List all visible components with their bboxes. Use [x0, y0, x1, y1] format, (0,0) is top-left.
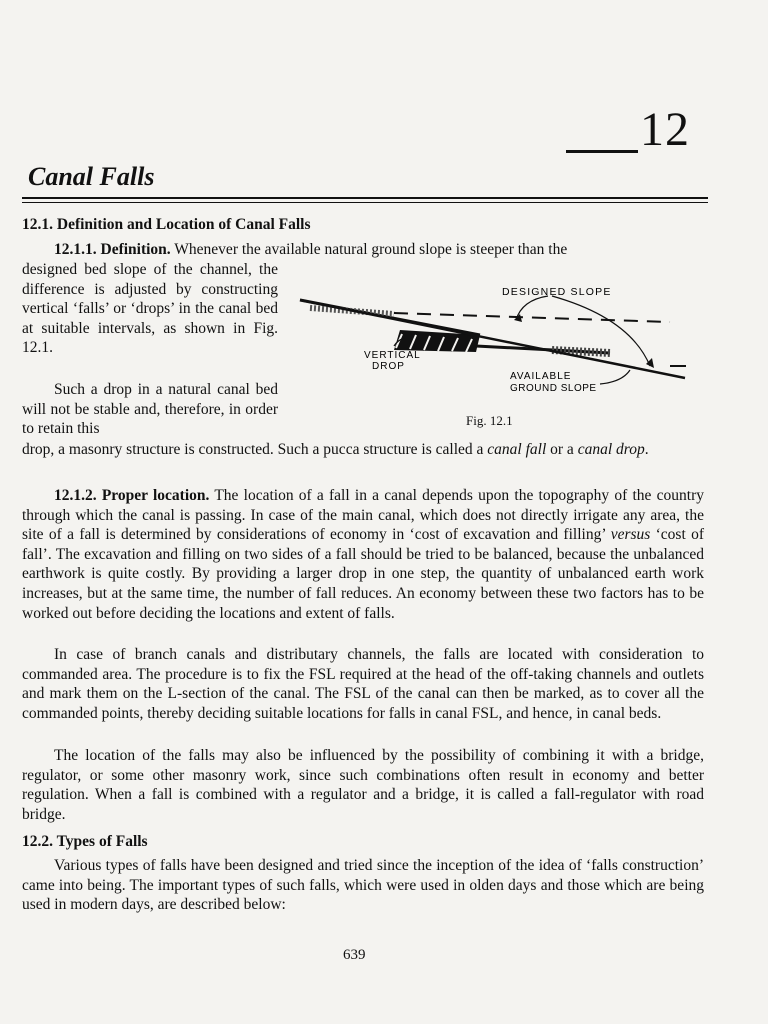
- canal-fall-term: canal fall: [487, 441, 547, 458]
- drop-text-or: or a: [550, 441, 574, 458]
- chapter-number: 12: [640, 103, 690, 156]
- drop-text-end: .: [644, 441, 649, 458]
- section-heading-12-2: 12.2. Types of Falls: [22, 833, 148, 850]
- available-leader: [600, 370, 630, 384]
- chapter-number-dash: [566, 150, 638, 153]
- types-paragraph: Various types of falls have been designed and tried since the inception of the idea of ‘falls construction’ came into being. The important types of such falls, which were used in olden days and those which are being used in modern days, are described below:: [22, 857, 704, 914]
- drop-wrap-text: Such a drop in a natural canal bed will not be stable and, therefore, in order to retain this: [22, 381, 278, 438]
- drop-text-before: drop, a masonry structure is constructed. Such a pucca structure is called a: [22, 441, 484, 458]
- ground-slope-line: [300, 300, 685, 378]
- title-rule-thick: [22, 197, 708, 199]
- figure-caption: Fig. 12.1: [466, 413, 513, 428]
- section-heading-12-1: 12.1. Definition and Location of Canal Falls: [22, 216, 311, 233]
- location-text-1: The location of a fall in a canal depends upon the topography of the country through which the canal is passing. In case of the main canal, which does not directly irrigate any area, the site of a fall is determined by considerations of economy in ‘cost of excavation and filling’: [22, 487, 704, 544]
- vertical-label: VERTICAL: [364, 350, 421, 361]
- designed-slope-dashed-line: [394, 313, 670, 322]
- available-label: AVAILABLE: [510, 371, 572, 382]
- definition-label: 12.1.1. Definition.: [54, 241, 171, 258]
- bridge-paragraph: The location of the falls may also be influenced by the possibility of combining it with a bridge, regulator, or some other masonry work, since such combinations often result in economy and better regulation. When a fall is combined with a regulator and a bridge, it is called a fall-regulator with road bridge.: [22, 747, 704, 823]
- location-text-2: ‘cost of fall’. The excavation and filling on two sides of a fall should be tried to be balanced, because the unbalanced earthwork is quite costly. By providing a larger drop in one step, the quantity of unbalanced earth work increases, but at the same time, the number of fall reduces. An economy between these two factors has to be worked out before deciding the locations and extent of falls.: [22, 526, 705, 622]
- title-rule-thin: [22, 202, 708, 203]
- drop-label: DROP: [372, 361, 405, 372]
- page-number: 639: [343, 947, 366, 963]
- designed-slope-label: DESIGNED SLOPE: [502, 286, 612, 298]
- location-label: 12.1.2. Proper location.: [54, 487, 210, 504]
- drop-continuation: [22, 440, 704, 460]
- branch-canal-paragraph: In case of branch canals and distributary channels, the falls are located with consideration to commanded area. The procedure is to fix the FSL required at the head of the off-taking channels and outlets and mark them on the L-section of the canal. The FSL of the canal can then be marked, as to cover all the commanded points, thereby deciding suitable locations for falls in canal FSL, and hence, in canal beds.: [22, 646, 704, 722]
- definition-first-line: [22, 240, 704, 260]
- ground-slope-label: GROUND SLOPE: [510, 383, 597, 394]
- chapter-title: Canal Falls: [28, 162, 155, 191]
- definition-wrap-text: designed bed slope of the channel, the difference is adjusted by constructing vertical ‘falls’ or ‘drops’ in the canal bed at suitable intervals, as shown in Fig. 12.1.: [22, 261, 278, 357]
- canal-drop-term: canal drop: [577, 441, 645, 458]
- versus-term: versus: [610, 526, 651, 544]
- location-paragraph: [22, 486, 704, 623]
- definition-first-line-text: Whenever the available natural ground slope is steeper than the: [174, 241, 568, 258]
